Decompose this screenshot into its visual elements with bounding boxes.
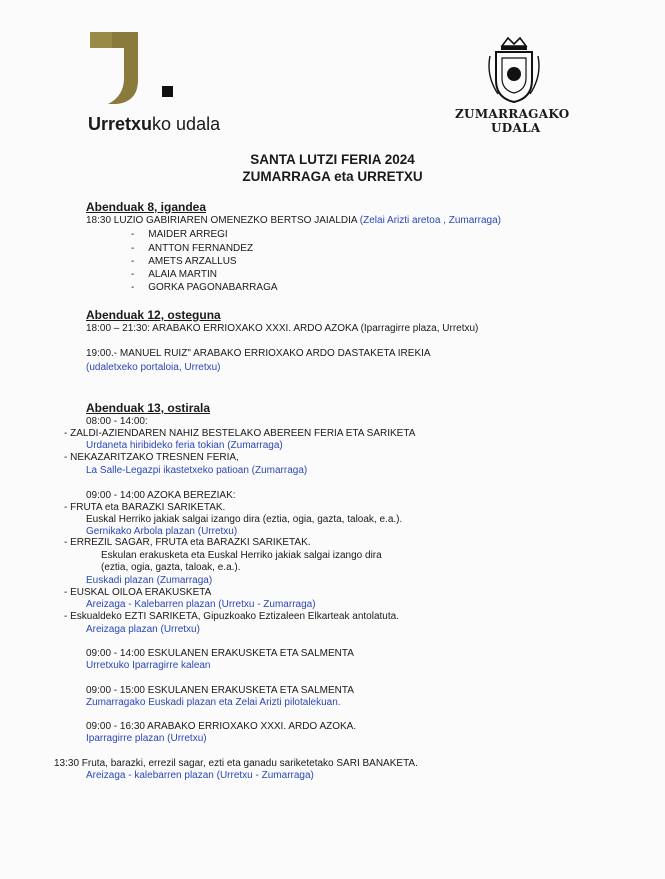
performer-list-item: - MAIDER ARREGI	[131, 229, 228, 240]
day3-errezil: - ERREZIL SAGAR, FRUTA eta BARAZKI SARIKETAK.	[64, 537, 311, 548]
day1-event-place: (Zelai Arizti aretoa , Zumarraga)	[359, 215, 501, 226]
day2-heading: Abenduak 12, osteguna	[86, 308, 221, 322]
urretxu-logo-text	[88, 114, 220, 135]
day3-time1: 08:00 - 14:00:	[86, 416, 148, 427]
performer-name: MAIDER ARREGI	[148, 229, 228, 240]
day3-heading: Abenduak 13, ostirala	[86, 401, 211, 415]
performer-list-item: - ALAIA MARTIN	[131, 269, 217, 280]
day3-e2-place: La Salle-Legazpi ikastetxeko patioan (Zumarraga)	[86, 465, 308, 476]
day1-heading: Abenduak 8, igandea	[86, 200, 207, 214]
day3-ardo: 09:00 - 16:30 ARABAKO ERRIOXAKO XXXI. ARDO AZOKA.	[86, 721, 357, 732]
logo-name-rest: ko udala	[152, 114, 221, 134]
day3-errezil-desc2: (eztia, ogia, gazta, taloak, e.a.).	[101, 562, 241, 573]
day3-sari-place: Areizaga - kalebarren plazan (Urretxu - Zumarraga)	[86, 770, 314, 781]
day3-ezti-place: Areizaga plazan (Urretxu)	[86, 624, 200, 635]
day3-e2: - NEKAZARITZAKO TRESNEN FERIA,	[64, 452, 239, 463]
day3-fruta-place: Gernikako Arbola plazan (Urretxu)	[86, 526, 238, 537]
logo-name-bold: Urretxu	[88, 114, 153, 134]
day3-errezil-place: Euskadi plazan (Zumarraga)	[86, 575, 213, 586]
zumarraga-crest-icon	[484, 36, 544, 104]
day2-event2-place: (udaletxeko portaloia, Urretxu)	[86, 362, 221, 373]
performer-list-item: - GORKA PAGONABARRAGA	[131, 282, 278, 293]
day3-fruta: - FRUTA eta BARAZKI SARIKETAK.	[64, 502, 226, 513]
crest-line2: UDALA	[491, 121, 541, 135]
crest-line1: ZUMARRAGAKO	[455, 107, 570, 121]
performer-name: GORKA PAGONABARRAGA	[148, 282, 278, 293]
performer-name: AMETS ARZALLUS	[148, 256, 237, 267]
day1-event	[86, 215, 501, 227]
performer-name: ANTTON FERNANDEZ	[148, 243, 254, 254]
day3-oiloa-place: Areizaga - Kalebarren plazan (Urretxu - Zumarraga)	[86, 599, 316, 610]
day3-fruta-desc: Euskal Herriko jakiak salgai izango dira (eztia, ogia, gazta, taloak, e.a.).	[86, 514, 403, 525]
day3-ezti: - Eskualdeko EZTI SARIKETA, Gipuzkoako Eztizaleen Elkarteak antolatuta.	[64, 611, 399, 622]
day3-eskulan1: 09:00 - 14:00 ESKULANEN ERAKUSKETA ETA SALMENTA	[86, 648, 354, 659]
performer-name: ALAIA MARTIN	[148, 269, 217, 280]
day3-ardo-place: Iparragirre plazan (Urretxu)	[86, 733, 207, 744]
day3-eskulan1-place: Urretxuko Iparragirre kalean	[86, 660, 211, 671]
day3-errezil-desc1: Eskulan erakusketa eta Euskal Herriko jakiak salgai izango dira	[101, 550, 382, 561]
day3-e1-place: Urdaneta hiribideko feria tokian (Zumarraga)	[86, 440, 283, 451]
zumarraga-crest	[484, 36, 544, 104]
day3-eskulan2: 09:00 - 15:00 ESKULANEN ERAKUSKETA ETA SALMENTA	[86, 685, 354, 696]
page-title-line2: ZUMARRAGA eta URRETXU	[242, 169, 423, 184]
urretxu-logo	[86, 30, 186, 110]
page-title-line1: SANTA LUTZI FERIA 2024	[250, 152, 415, 167]
performer-list-item: - AMETS ARZALLUS	[131, 256, 237, 267]
day2-event1: 18:00 – 21:30: ARABAKO ERRIOXAKO XXXI. ARDO AZOKA (Iparragirre plaza, Urretxu)	[86, 323, 479, 334]
urretxu-logo-icon	[86, 30, 186, 110]
day3-sari: 13:30 Fruta, barazki, errezil sagar, ezti eta ganadu sariketetako SARI BANAKETA.	[54, 758, 418, 769]
day2-event2: 19:00.- MANUEL RUIZ" ARABAKO ERRIOXAKO ARDO DASTAKETA IREKIA	[86, 348, 431, 359]
day3-eskulan2-place: Zumarragako Euskadi plazan eta Zelai Arizti pilotalekuan.	[86, 697, 341, 708]
day3-e1: - ZALDI-AZIENDAREN NAHIZ BESTELAKO ABEREEN FERIA ETA SARIKETA	[64, 428, 416, 439]
performer-list-item: - ANTTON FERNANDEZ	[131, 243, 254, 254]
day3-azoka: 09:00 - 14:00 AZOKA BEREZIAK:	[86, 490, 236, 501]
day1-event-title: 18:30 LUZIO GABIRIAREN OMENEZKO BERTSO JAIALDIA	[86, 215, 360, 226]
day3-oiloa: - EUSKAL OILOA ERAKUSKETA	[64, 587, 212, 598]
